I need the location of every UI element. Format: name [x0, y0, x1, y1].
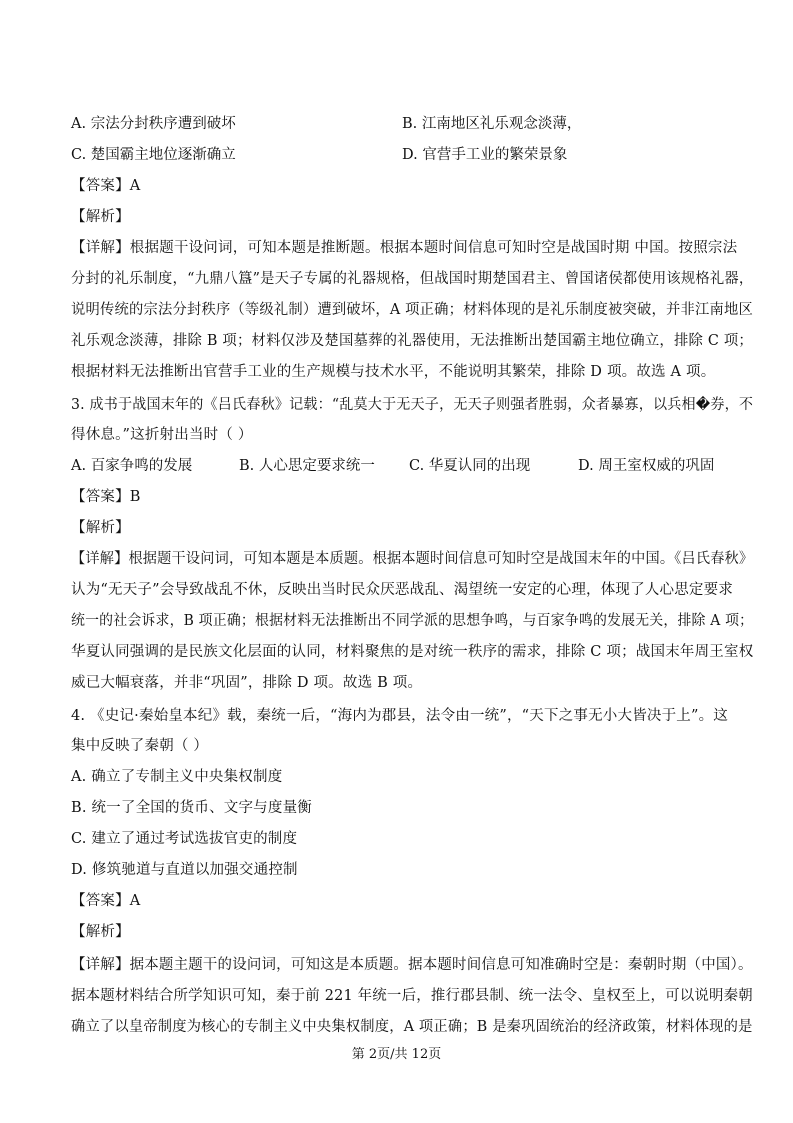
q3-answer: 【答案】B: [71, 489, 141, 505]
q2-detail-line: 礼乐观念淡薄，排除 B 项；材料仅涉及楚国墓葬的礼器使用，无法推断出楚国霸主地位确立，排除 C 项；: [71, 333, 753, 349]
q4-option-c: C. 建立了通过考试选拔官吏的制度: [71, 831, 298, 847]
q3-detail-line: 认为“无天子”会导致战乱不休，反映出当时民众厌恶战乱、渴望统一安定的心理，体现了人心思定要求: [71, 582, 734, 598]
q4-analysis-label: 【解析】: [71, 924, 130, 940]
q4-detail-line: 据本题材料结合所学知识可知，秦于前 221 年统一后，推行郡县制、统一法令、皇权至上，可以说明秦朝: [71, 988, 753, 1004]
q4-detail-line: 【详解】据本题主题干的设问词，可知这是本质题。据本题时间信息可知准确时空是：秦朝时期（中国）。: [71, 957, 753, 973]
q2-option-c: C. 楚国霸主地位逐渐确立: [71, 147, 236, 163]
q4-stem-line: 集中反映了秦朝（ ）: [71, 738, 209, 754]
q2-analysis-label: 【解析】: [71, 209, 130, 225]
q2-detail-line: 【详解】根据题干设问词，可知本题是推断题。根据本题时间信息可知时空是战国时期 中国。按照宗法: [71, 240, 738, 256]
q4-answer: 【答案】A: [71, 893, 141, 909]
q2-option-d: D. 官营手工业的繁荣景象: [402, 147, 568, 163]
q3-detail-line: 威已大幅衰落，并非“巩固”，排除 D 项。故选 B 项。: [71, 675, 423, 691]
q3-option-c: C. 华夏认同的出现: [409, 458, 531, 474]
q2-option-b: B. 江南地区礼乐观念淡薄，: [402, 116, 582, 132]
q3-option-b: B. 人心思定要求统一: [239, 458, 375, 474]
q3-detail-line: 统一的社会诉求，B 项正确；根据材料无法推断出不同学派的思想争鸣，与百家争鸣的发展无关，排除 A 项；: [71, 613, 754, 629]
q3-option-d: D. 周王室权威的巩固: [578, 458, 715, 474]
q3-stem-line: 3. 成书于战国末年的《吕氏春秋》记载：“乱莫大于无天子，无天子则强者胜弱，众者暴寡，以兵相�券，不: [71, 397, 754, 413]
q2-option-a: A. 宗法分封秩序遭到破坏: [71, 116, 236, 132]
q4-option-a: A. 确立了专制主义中央集权制度: [71, 769, 283, 785]
q2-detail-line: 根据材料无法推断出官营手工业的生产规模与技术水平，不能说明其繁荣，排除 D 项。故选 A 项。: [71, 364, 716, 380]
q2-detail-line: 说明传统的宗法分封秩序（等级礼制）遭到破坏，A 项正确；材料体现的是礼乐制度被突破，并非江南地区: [71, 302, 754, 318]
q3-detail-line: 【详解】根据题干设问词，可知本题是本质题。根据本题时间信息可知时空是战国末年的中国。《吕氏春秋》: [71, 551, 754, 567]
q2-answer: 【答案】A: [71, 178, 141, 194]
q4-option-d: D. 修筑驰道与直道以加强交通控制: [71, 862, 298, 878]
q4-option-b: B. 统一了全国的货币、文字与度量衡: [71, 800, 312, 816]
q4-stem-line: 4. 《史记·秦始皇本纪》载，秦统一后，“海内为郡县，法令由一统”，“天下之事无小大皆决于上”。这: [71, 708, 729, 724]
q3-option-a: A. 百家争鸣的发展: [71, 458, 193, 474]
q2-detail-line: 分封的礼乐制度，“九鼎八簋”是天子专属的礼器规格，但战国时期楚国君主、曾国诸侯都使用该规格礼器，: [71, 271, 754, 287]
q3-stem-line: 得休息。”这折射出当时（ ）: [71, 427, 253, 443]
q4-detail-line: 确立了以皇帝制度为核心的专制主义中央集权制度，A 项正确；B 是秦巩固统治的经济政策，材料体现的是: [71, 1019, 753, 1035]
q3-analysis-label: 【解析】: [71, 520, 130, 536]
q3-detail-line: 华夏认同强调的是民族文化层面的认同，材料聚焦的是对统一秩序的需求，排除 C 项；战国末年周王室权: [71, 644, 754, 660]
page-footer: 第 2页/共 12页: [351, 1047, 442, 1062]
